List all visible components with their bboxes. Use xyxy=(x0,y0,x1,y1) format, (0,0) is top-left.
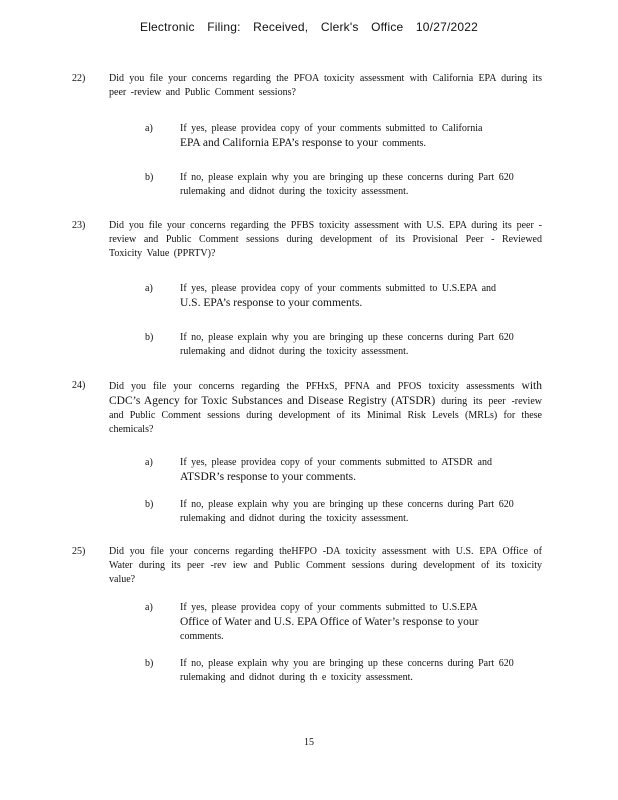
option-label: b) xyxy=(145,332,154,343)
question-text: Did you file your concerns regarding the PFOA toxicity assessment with California EPA during its peer -review and Public Comment sessions? xyxy=(109,73,542,98)
option-text: If no, please explain why you are bringing up these concerns during Part 620 rulemaking and didnot during th e toxicity assessment. xyxy=(180,658,514,683)
question-text: Did you file your concerns regarding the PFHxS, PFNA and PFOS toxicity assessments with CDC’s Agency for Toxic Substances and Disease Registry (ATSDR) during its peer -review and Public Comment sessions during development of its Minimal Risk Levels (MRLs) for these chemicals? xyxy=(109,380,542,435)
option-label: b) xyxy=(145,658,154,669)
question-number: 24) xyxy=(72,380,86,391)
option-label: a) xyxy=(145,283,153,294)
option-text: If yes, please providea copy of your comments submitted to ATSDR and ATSDR’s response to your comments. xyxy=(180,457,492,483)
option-label: b) xyxy=(145,172,154,183)
option-label: a) xyxy=(145,123,153,134)
question-number: 23) xyxy=(72,220,86,231)
question-text: Did you file your concerns regarding theHFPO -DA toxicity assessment with U.S. EPA Office of Water during its peer -rev iew and Public Comment sessions during development of its toxicity value? xyxy=(109,546,542,585)
option-text: If no, please explain why you are bringing up these concerns during Part 620 rulemaking and didnot during the toxicity assessment. xyxy=(180,332,514,357)
filing-header: Electronic Filing: Received, Clerk's Office 10/27/2022 xyxy=(139,20,478,34)
option-label: a) xyxy=(145,602,153,613)
option-text: If yes, please providea copy of your comments submitted to California EPA and California EPA’s response to your comments. xyxy=(180,123,483,149)
option-label: a) xyxy=(145,457,153,468)
question-number: 22) xyxy=(72,73,86,84)
question-text: Did you file your concerns regarding the PFBS toxicity assessment with U.S. EPA during its peer -review and Public Comment sessions during development of its Provisional Peer - Reviewed Toxicity Value (PPRTV)? xyxy=(109,220,542,259)
option-text: If no, please explain why you are bringing up these concerns during Part 620 rulemaking and didnot during the toxicity assessment. xyxy=(180,172,514,197)
option-text: If yes, please providea copy of your comments submitted to U.S.EPA Office of Water and U.S. EPA Office of Water’s response to your comments. xyxy=(180,602,479,642)
option-label: b) xyxy=(145,499,154,510)
option-text: If yes, please providea copy of your comments submitted to U.S.EPA and U.S. EPA’s response to your comments. xyxy=(180,283,497,309)
page-number: 15 xyxy=(304,737,314,748)
option-text: If no, please explain why you are bringing up these concerns during Part 620 rulemaking and didnot during the toxicity assessment. xyxy=(180,499,514,524)
question-number: 25) xyxy=(72,546,86,557)
